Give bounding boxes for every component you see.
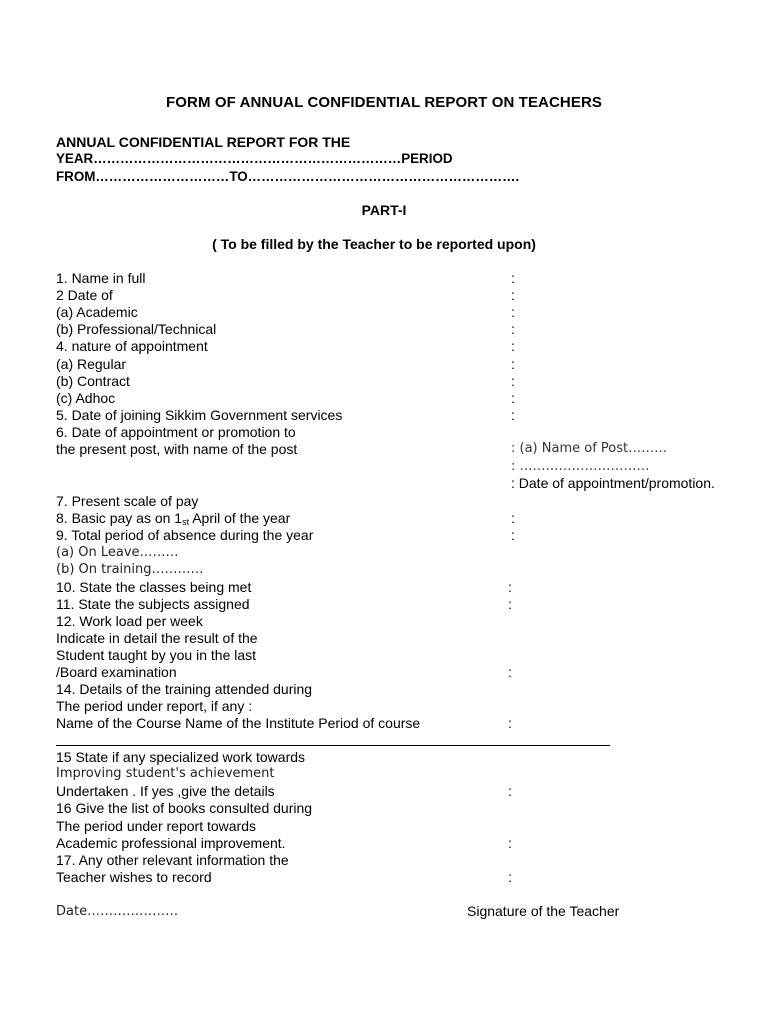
field-academic-improvement: Academic professional improvement. — [56, 835, 286, 851]
colon-regular: : — [511, 356, 515, 372]
field-date-of-appointment: 6. Date of appointment or promotion to — [56, 424, 296, 440]
field-undertaken: Undertaken . If yes ,give the details — [56, 783, 275, 799]
colon-teacher-wishes: : — [508, 869, 512, 885]
colon-name: : — [511, 270, 515, 286]
field-training-details: 14. Details of the training attended during — [56, 681, 313, 697]
field-period-towards: The period under report towards — [56, 818, 256, 834]
field-course-institute-period: Name of the Course Name of the Institute Period of course — [56, 715, 421, 731]
field-board-exam: /Board examination — [56, 664, 177, 680]
field-student-achievement: Improving student's achievement — [56, 766, 275, 781]
ordinal-suffix: st — [182, 517, 190, 527]
name-of-post-line: : (a) Name of Post……… — [511, 441, 668, 456]
field-period-under-report: The period under report, if any : — [56, 698, 253, 714]
date-field: Date………………… — [56, 904, 179, 919]
field-total-absence: 9. Total period of absence during the year — [56, 527, 314, 543]
field-work-load: 12. Work load per week — [56, 613, 203, 629]
colon-improvement: : — [508, 835, 512, 851]
field-date-of-joining: 5. Date of joining Sikkim Government services — [56, 407, 343, 423]
field-other-information: 17. Any other relevant information the — [56, 852, 289, 868]
colon-course: : — [508, 715, 512, 731]
field-teacher-wishes: Teacher wishes to record — [56, 869, 212, 885]
colon-basic-pay: : — [511, 510, 515, 526]
field-adhoc: (c) Adhoc — [56, 390, 116, 406]
colon-contract: : — [511, 373, 515, 389]
colon-absence: : — [511, 527, 515, 543]
field-classes-met: 10. State the classes being met — [56, 579, 252, 595]
colon-classes: : — [508, 579, 512, 595]
field-present-scale: 7. Present scale of pay — [56, 493, 199, 509]
field-academic: (a) Academic — [56, 304, 138, 320]
header-from-to: FROM…………………………TO……………………………………………………. — [56, 169, 520, 184]
colon-nature: : — [511, 338, 515, 354]
field-nature-of-appointment: 4. nature of appointment — [56, 338, 208, 354]
dotted-blank-line: : ………………………… — [511, 459, 650, 474]
colon-academic: : — [511, 304, 515, 320]
instruction-text: ( To be filled by the Teacher to be reported upon) — [212, 236, 536, 252]
field-specialized-work: 15 State if any specialized work towards — [56, 749, 306, 765]
colon-date-of: : — [511, 287, 515, 303]
colon-adhoc: : — [511, 390, 515, 406]
section-divider — [56, 745, 610, 746]
date-of-appointment-promotion: : Date of appointment/promotion. — [511, 475, 715, 491]
colon-joining: : — [511, 407, 515, 423]
header-year-period: YEAR……………………………………………………………PERIOD — [56, 151, 453, 166]
field-contract: (b) Contract — [56, 373, 130, 389]
field-date-of: 2 Date of — [56, 287, 113, 303]
field-result-detail-1: Indicate in detail the result of the — [56, 630, 258, 646]
field-professional-technical: (b) Professional/Technical — [56, 321, 217, 337]
field-name-in-full: 1. Name in full — [56, 270, 146, 286]
header-line-1: ANNUAL CONFIDENTIAL REPORT FOR THE — [56, 134, 351, 150]
field-subjects-assigned: 11. State the subjects assigned — [56, 596, 250, 612]
basic-pay-text-end: April of the year — [189, 510, 291, 526]
basic-pay-text: 8. Basic pay as on 1 — [56, 510, 183, 526]
form-title: FORM OF ANNUAL CONFIDENTIAL REPORT ON TEACHERS — [166, 94, 602, 111]
signature-of-teacher: Signature of the Teacher — [467, 903, 620, 919]
field-result-detail-2: Student taught by you in the last — [56, 647, 257, 663]
colon-undertaken: : — [508, 783, 512, 799]
colon-subjects: : — [508, 596, 512, 612]
field-basic-pay — [56, 510, 290, 526]
part-heading: PART-I — [361, 202, 407, 218]
field-regular: (a) Regular — [56, 356, 127, 372]
field-on-training: (b) On training………… — [56, 562, 204, 577]
colon-professional: : — [511, 321, 515, 337]
field-present-post: the present post, with name of the post — [56, 441, 298, 457]
field-books-consulted: 16 Give the list of books consulted during — [56, 800, 313, 816]
field-on-leave: (a) On Leave……… — [56, 545, 179, 560]
colon-board-exam: : — [508, 664, 512, 680]
